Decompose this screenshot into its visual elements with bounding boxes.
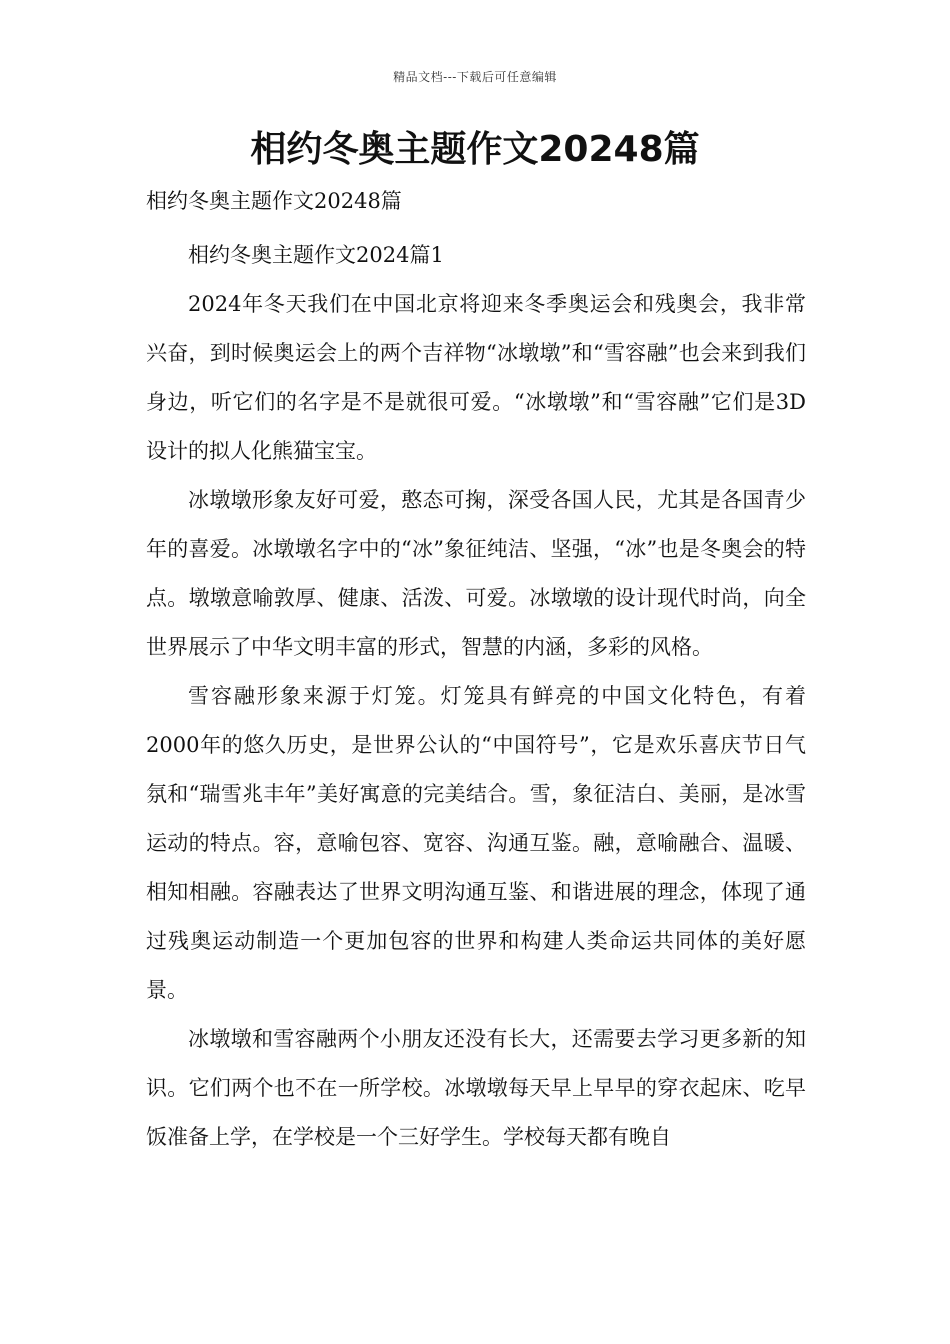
paragraph-1: 2024年冬天我们在中国北京将迎来冬季奥运会和残奥会，我非常兴奋，到时候奥运会上的两个吉祥物“冰墩墩”和“雪容融”也会来到我们身边，听它们的名字是不是就很可爱。“冰墩墩”和“雪容融”它们是3D设计的拟人化熊猫宝宝。 [146, 292, 806, 463]
document-subtitle: 相约冬奥主题作文20248篇 [146, 189, 402, 213]
paragraph-4: 冰墩墩和雪容融两个小朋友还没有长大，还需要去学习更多新的知识。它们两个也不在一所学校。冰墩墩每天早上早早的穿衣起床、吃早饭准备上学，在学校是一个三好学生。学校每天都有晚自 [146, 1027, 806, 1149]
header-note: 精品文档---下载后可任意编辑 [393, 70, 557, 84]
section-heading: 相约冬奥主题作文2024篇1 [188, 243, 444, 267]
document-body [146, 183, 806, 1162]
paragraph-3: 雪容融形象来源于灯笼。灯笼具有鲜亮的中国文化特色，有着2000年的悠久历史，是世界公认的“中国符号”，它是欢乐喜庆节日气氛和“瑞雪兆丰年”美好寓意的完美结合。雪，象征洁白、美丽，是冰雪运动的特点。容，意喻包容、宽容、沟通互鉴。融，意喻融合、温暖、相知相融。容融表达了世界文明沟通互鉴、和谐进展的理念，体现了通过残奥运动制造一个更加包容的世界和构建人类命运共同体的美好愿景。 [146, 684, 806, 1002]
document-title: 相约冬奥主题作文20248篇 [250, 129, 700, 170]
paragraph-2: 冰墩墩形象友好可爱，憨态可掬，深受各国人民，尤其是各国青少年的喜爱。冰墩墩名字中的“冰”象征纯洁、坚强，“冰”也是冬奥会的特点。墩墩意喻敦厚、健康、活泼、可爱。冰墩墩的设计现代时尚，向全世界展示了中华文明丰富的形式，智慧的内涵，多彩的风格。 [146, 488, 806, 659]
